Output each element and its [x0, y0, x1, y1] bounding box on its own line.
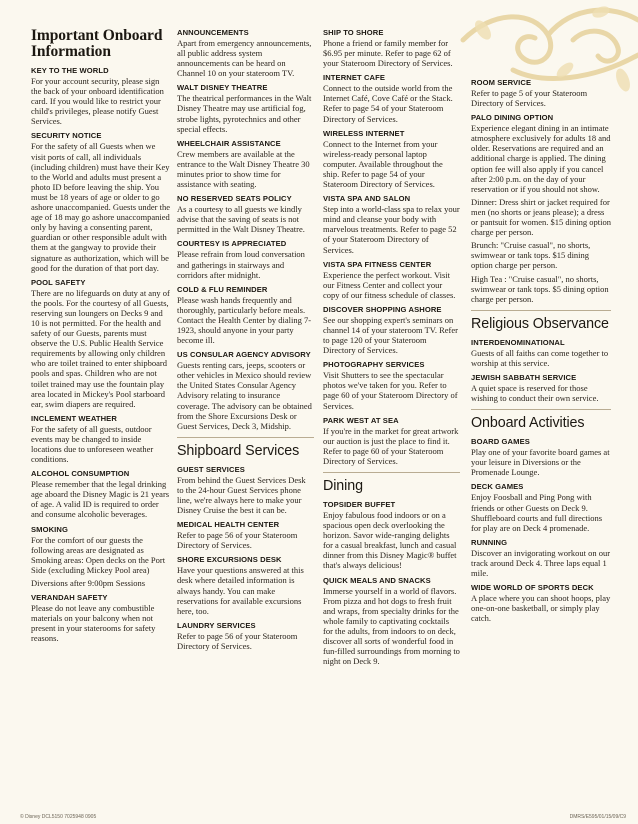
section-body-text: Please remember that the legal drinking age aboard the Disney Magic is 21 years of age. A valid ID is required to order and consume alcoholic beverages.	[31, 479, 170, 520]
shipboard-services-title: Shipboard Services	[177, 442, 300, 459]
info-section	[31, 593, 171, 643]
footer-right-code: DMRS/E595/01/15/09/C9	[569, 814, 626, 820]
info-section	[31, 469, 171, 519]
section-heading: MEDICAL HEALTH CENTER	[177, 520, 280, 530]
section-body-text: If you're in the market for great artwork our auction is just the place to find it. Refer to page 60 of your Stateroom Directory of Services.	[323, 425, 459, 466]
section-heading: COURTESY IS APPRECIATED	[177, 239, 287, 249]
section-heading: COLD & FLU REMINDER	[177, 284, 268, 294]
info-section	[31, 131, 171, 272]
section-divider	[177, 437, 314, 438]
section-divider	[323, 472, 460, 473]
info-section	[177, 83, 314, 133]
section-heading: LAUNDRY SERVICES	[177, 620, 256, 630]
section-body-text: Enjoy fabulous food indoors or on a spacious open deck overlooking the horizon. Savor wide-ranging delights for a casual breakfast, lunch and casual dinner from this Disney Magic® buffet that's always delicious!	[323, 510, 457, 571]
section-heading: INTERNET CAFE	[323, 73, 386, 83]
section-heading: SHORE EXCURSIONS DESK	[177, 555, 282, 565]
column-1	[31, 28, 171, 648]
section-divider	[471, 409, 611, 410]
section-heading: JEWISH SABBATH SERVICE	[471, 372, 577, 382]
section-body-text: Experience elegant dining in an intimate atmosphere exclusively for adults 18 and older. Reservations are required and an additional charge is applied. The dining option fee will also apply if you cancel after 2:00 p.m. on the day of your reservation or if you should not show.	[471, 123, 611, 194]
section-body-text: For the safety of all guests, outdoor events may be changed to inside locations due to unforeseen weather conditions.	[31, 423, 154, 465]
info-section	[177, 239, 314, 279]
info-section	[471, 113, 611, 304]
section-heading: WHEELCHAIR ASSISTANCE	[177, 138, 281, 148]
section-body-text: Connect to the outside world from the Internet Café, Cove Café or the Stack. Refer to page 54 of your Stateroom Directory of Services.	[323, 83, 453, 124]
section-heading: TOPSIDER BUFFET	[323, 500, 396, 509]
section-heading: DISCOVER SHOPPING ASHORE	[323, 304, 442, 314]
info-section	[471, 437, 611, 477]
section-body-text: Visit Shutters to see the spectacular photos we've taken for you. Refer to page 60 of your Stateroom Directory of Services.	[323, 370, 458, 411]
religious-observance-title: Religious Observance	[471, 315, 609, 332]
section-body-text: Apart from emergency announcements, all public address system announcements can be heard on Channel 10 on your stateroom TV.	[177, 38, 312, 79]
section-body-text: Have your questions answered at this desk where detailed information is always handy. You can make reservations for available excursions here, too.	[177, 565, 304, 616]
section-body-text: Refer to page 56 of your Stateroom Directory of Services.	[177, 630, 298, 651]
info-section	[323, 260, 460, 300]
info-section	[471, 373, 611, 403]
section-body-text: Please wash hands frequently and thoroughly, particularly before meals. Contact the Health Center by dialing 7-1923, should anyone in your party become ill.	[177, 294, 312, 346]
section-heading: VISTA SPA AND SALON	[323, 194, 411, 204]
section-body-text: As a courtesy to all guests we kindly advise that the saving of seats is not permitted in the Walt Disney Theatre.	[177, 204, 305, 235]
column-3	[323, 28, 460, 671]
info-section	[177, 555, 314, 615]
info-section	[471, 538, 611, 578]
section-heading: PALO DINING OPTION	[471, 113, 554, 123]
section-body-text: Phone a friend or family member for $6.95 per minute. Refer to page 62 of your Stateroom Directory of Services.	[323, 38, 453, 69]
section-body-text: Enjoy Foosball and Ping Pong with friends or other Guests on Deck 9. Shuffleboard courts and full directions for play are on Deck 4 promenade.	[471, 492, 603, 533]
column-4	[471, 78, 611, 628]
section-body-text: Diversions after 9:00pm Sessions	[31, 577, 146, 588]
section-body-text: From behind the Guest Services Desk to the 24-hour Guest Services phone line, we're always here to make your Disney Cruise the best it can be.	[177, 474, 306, 516]
section-body-text: A place where you can shoot hoops, play one-on-one basketball, or simply play catch.	[471, 593, 611, 624]
onboard-activities-title: Onboard Activities	[471, 415, 585, 432]
info-section	[323, 416, 460, 466]
footer-left-code: © Disney DCL5150 7025948 0905	[20, 814, 97, 820]
section-heading: INTERDENOMINATIONAL	[471, 337, 565, 347]
info-section	[323, 194, 460, 254]
info-section	[471, 338, 611, 368]
section-body-text: Please refrain from loud conversation and gatherings in stairways and corridors after midnight.	[177, 249, 305, 280]
info-section	[177, 465, 314, 515]
section-heading: NO RESERVED SEATS POLICY	[177, 194, 292, 204]
dining-title: Dining	[323, 478, 363, 494]
section-body-text: Refer to page 5 of your Stateroom Directory of Services.	[471, 88, 588, 109]
section-heading: VISTA SPA FITNESS CENTER	[323, 259, 432, 269]
info-section	[177, 350, 314, 431]
section-heading: PHOTOGRAPHY SERVICES	[323, 360, 425, 370]
info-section	[323, 500, 460, 571]
section-body-text: For the comfort of our guests the following areas are designated as Smoking areas: Open decks on the Port Side (excluding Mickey Pool area)	[31, 534, 166, 575]
section-body-text: For the safety of all Guests when we visit ports of call, all individuals (including children) must have their Key to the World and adults must present a photo ID before leaving the ship. You must be 18 years of age or older to go ashore unaccompanied. Guests under the age of 18 may go ashore unaccompanied only by having a consenting parent, guardian or other responsible adult with them at the gangway to provide their signature as authorization, which will be good for the duration of that port day.	[31, 141, 171, 273]
section-heading: US CONSULAR AGENCY ADVISORY	[177, 350, 311, 360]
section-body-text: A quiet space is reserved for those wishing to conduct their own service.	[471, 382, 599, 404]
section-heading: POOL SAFETY	[31, 277, 86, 287]
section-body-text: Dinner: Dress shirt or jacket required for men (no shorts or jeans please); a dress or pantsuit for women. $15 dining option charge per person.	[471, 196, 612, 238]
section-body-text: High Tea : "Cruise casual", no shorts, swimwear or tank tops. $5 dining option charge per person.	[471, 273, 609, 304]
section-body-text: See our shopping expert's seminars on channel 14 of your stateroom TV. Refer to page 120 of your Stateroom Directory of Services.	[323, 314, 458, 356]
section-body-text: Brunch: "Cruise casual", no shorts, swimwear or tank tops. $15 dining option charge per person.	[471, 240, 591, 271]
info-section	[177, 621, 314, 651]
info-section	[471, 482, 611, 532]
info-section	[323, 28, 460, 68]
section-heading: ALCOHOL CONSUMPTION	[31, 469, 130, 479]
section-body-text: Discover an invigorating workout on our track around Deck 4. Three laps equal 1 mile.	[471, 547, 611, 578]
section-body-text: Refer to page 56 of your Stateroom Directory of Services.	[177, 530, 298, 551]
section-heading: SECURITY NOTICE	[31, 131, 102, 141]
section-heading: DECK GAMES	[471, 482, 524, 492]
section-heading: ROOM SERVICE	[471, 78, 532, 87]
info-section	[31, 525, 171, 588]
section-divider	[471, 310, 611, 311]
section-body-text: Play one of your favorite board games at your leisure in Diversions or the Promenade Lounge.	[471, 447, 610, 478]
section-heading: INCLEMENT WEATHER	[31, 413, 117, 423]
section-body-text: Please do not leave any combustible materials on your balcony when not present in your staterooms for safety reasons.	[31, 603, 156, 644]
info-section	[177, 194, 314, 234]
section-heading: RUNNING	[471, 537, 508, 547]
section-heading: SMOKING	[31, 524, 68, 534]
section-body-text: Crew members are available at the entrance to the Walt Disney Theatre 30 minutes prior to show time for assistance with seating.	[177, 148, 310, 190]
section-body-text: Step into a world-class spa to relax your mind and cleanse your body with marvelous treatments. Refer to page 52 of your Stateroom Directory of Services.	[323, 204, 460, 255]
info-section	[177, 520, 314, 550]
info-section	[31, 66, 171, 126]
section-body-text: Immerse yourself in a world of flavors. From pizza and hot dogs to fresh fruit and wraps, from specialty drinks for the whole family to captivating cocktails for the adults, from indoors to on deck, discover all sorts of wonderful food in fun-filled surroundings from morning to night on Deck 9.	[323, 585, 460, 667]
info-section	[177, 28, 314, 78]
info-section	[471, 78, 611, 108]
info-section	[323, 73, 460, 123]
section-body-text: Connect to the Internet from your wireless-ready personal laptop computer. Available throughout the ship. Refer to page 54 of your Stateroom Directory of Services.	[323, 138, 443, 190]
info-section	[31, 414, 171, 464]
section-heading: KEY TO THE WORLD	[31, 66, 109, 75]
section-body-text: Guests of all faiths can come together to worship at this service.	[471, 347, 609, 368]
info-section	[177, 139, 314, 189]
info-section	[323, 576, 460, 667]
info-section	[323, 305, 460, 355]
section-heading: GUEST SERVICES	[177, 464, 245, 474]
info-section	[31, 278, 171, 409]
section-heading: BOARD GAMES	[471, 437, 530, 447]
info-section	[323, 129, 460, 189]
section-heading: WALT DISNEY THEATRE	[177, 83, 268, 93]
section-body-text: For your account security, please sign the back of your onboard identification card. If you would like to restrict your child's privileges, please notify Guest Services.	[31, 76, 164, 127]
column-2	[177, 28, 314, 656]
info-section	[177, 285, 314, 345]
section-heading: PARK WEST AT SEA	[323, 415, 399, 425]
important-info-title: Important Onboard Information	[31, 27, 163, 60]
section-heading: QUICK MEALS AND SNACKS	[323, 575, 431, 585]
info-section	[471, 583, 611, 623]
section-heading: SHIP TO SHORE	[323, 28, 384, 37]
section-body-text: The theatrical performances in the Walt Disney Theatre may use artificial fog, strobe lights, pyrotechnics and other special effects.	[177, 93, 312, 134]
section-body-text: There are no lifeguards on duty at any of the pools. For the courtesy of all Guests, reserving sun loungers on Decks 9 and 10 is not permitted. For the health and safety of our Guests, parents must observe the U.S. Public Health Service requirements by allowing only children who are toilet trained to enter shipboard pools and spas. Children who are not toilet trained may use the fountain play area located in Mickey's Pool starboard ear, swim diapers are required.	[31, 287, 170, 409]
section-heading: VERANDAH SAFETY	[31, 593, 108, 603]
section-body-text: Guests renting cars, jeeps, scooters or other vehicles in Mexico should review the United States Consular Agency Advisory relating to insurance coverage. The advisory can be obtained from the Shore Excursions Desk or Guest Services, Deck 3, Midship.	[177, 360, 312, 431]
section-body-text: Experience the perfect workout. Visit our Fitness Center and collect your copy of our fitness schedule of classes.	[323, 269, 456, 300]
info-section	[323, 360, 460, 410]
section-heading: ANNOUNCEMENTS	[177, 28, 249, 37]
section-heading: WIDE WORLD OF SPORTS DECK	[471, 583, 594, 593]
section-heading: WIRELESS INTERNET	[323, 128, 405, 138]
